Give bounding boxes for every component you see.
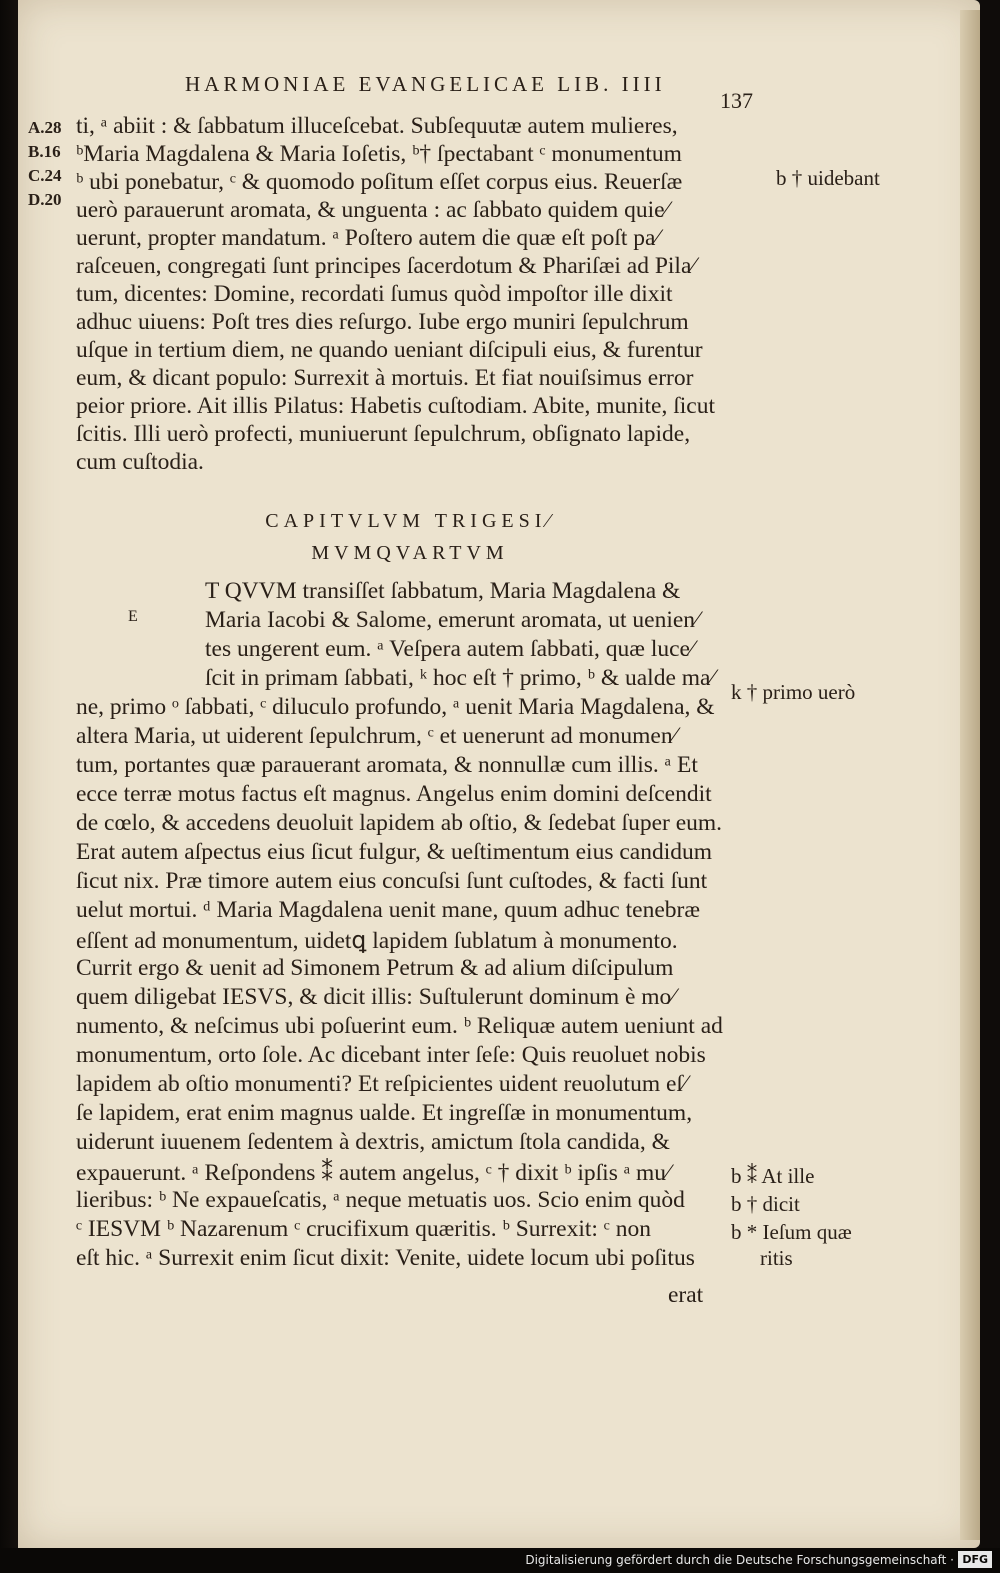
marginal-note: b ⁑ At ille xyxy=(731,1164,815,1188)
text-line: quem diligebat IESVS, & dicit illis: Suſtulerunt dominum è mo⁄ xyxy=(76,984,676,1010)
text-line: expauerunt. ᵃ Reſpondens ⁑ autem angelus, ᶜ † dixit ᵇ ipſis ᵃ mu⁄ xyxy=(76,1160,670,1186)
text-line: eſſent ad monumentum, uidetꝗ lapidem ſublatum à monumento. xyxy=(76,928,678,954)
catchword: erat xyxy=(668,1282,704,1308)
text-line: ſe lapidem, erat enim magnus ualde. Et ingreſſæ in monumentum, xyxy=(76,1100,693,1126)
text-line: ecce terræ motus factus eſt magnus. Angelus enim domini deſcendit xyxy=(76,781,712,807)
drop-initial: E xyxy=(128,608,138,625)
text-line: uerò parauerunt aromata, & unguenta : ac ſabbato quidem quie⁄ xyxy=(76,197,669,223)
text-line: ᵇMaria Magdalena & Maria Ioſetis, ᵇ† ſpectabant ᶜ monumentum xyxy=(76,141,682,167)
text-line: adhuc uiuens: Poſt tres dies reſurgo. Iube ergo muniri ſepulchrum xyxy=(76,309,689,335)
text-line: altera Maria, ut uiderent ſepulchrum, ᶜ et uenerunt ad monumen⁄ xyxy=(76,723,677,749)
text-line: tes ungerent eum. ᵃ Veſpera autem ſabbati, quæ luce⁄ xyxy=(205,636,694,662)
text-line: uerunt, propter mandatum. ᵃ Poſtero autem die quæ eſt poſt pa⁄ xyxy=(76,225,660,251)
chapter-heading: MVMQVARTVM xyxy=(311,542,509,564)
marginal-note: b † dicit xyxy=(731,1192,800,1216)
text-line: ſcitis. Illi uerò profecti, muniuerunt ſepulchrum, obſignato lapide, xyxy=(76,421,691,447)
text-line: lapidem ab oſtio monumenti? Et reſpicientes uident reuolutum eſ⁄ xyxy=(76,1071,687,1097)
margin-reference: D.20 xyxy=(28,190,62,209)
chapter-heading: CAPITVLVM TRIGESI⁄ xyxy=(265,510,555,532)
text-line: cum cuſtodia. xyxy=(76,449,204,475)
text-line: Currit ergo & uenit ad Simonem Petrum & ad alium diſcipulum xyxy=(76,955,674,981)
text-line: ſcit in primam ſabbati, ᵏ hoc eſt † primo, ᵇ & ualde ma⁄ xyxy=(205,665,715,691)
text-line: eum, & dicant populo: Surrexit à mortuis. Et fiat nouiſsimus error xyxy=(76,365,694,391)
text-line: ti, ᵃ abiit : & ſabbatum illuceſcebat. Subſequutæ autem mulieres, xyxy=(76,113,678,139)
text-line: peior priore. Ait illis Pilatus: Habetis cuſtodiam. Abite, munite, ſicut xyxy=(76,393,715,419)
text-line: Maria Iacobi & Salome, emerunt aromata, ut uenien⁄ xyxy=(205,607,699,633)
funding-credit: Digitalisierung gefördert durch die Deutsche Forschungsgemeinschaft · xyxy=(525,1553,954,1567)
text-line: tum, portantes quæ parauerant aromata, & nonnullæ cum illis. ᵃ Et xyxy=(76,752,698,778)
text-line: uiderunt iuuenem ſedentem à dextris, amictum ſtola candida, & xyxy=(76,1129,670,1155)
text-line: uelut mortui. ᵈ Maria Magdalena uenit mane, quum adhuc tenebræ xyxy=(76,897,701,923)
marginal-note: ritis xyxy=(760,1246,793,1270)
margin-reference: B.16 xyxy=(28,142,61,161)
margin-reference: A.28 xyxy=(28,118,62,137)
text-line: lieribus: ᵇ Ne expaueſcatis, ᵃ neque metuatis uos. Scio enim quòd xyxy=(76,1187,685,1213)
folio-number: 137 xyxy=(720,88,753,113)
text-line: numento, & neſcimus ubi poſuerint eum. ᵇ Reliquæ autem ueniunt ad xyxy=(76,1013,723,1039)
margin-reference: C.24 xyxy=(28,166,62,185)
page-edge xyxy=(960,10,980,1540)
text-line: T QVVM transiſſet ſabbatum, Maria Magdalena & xyxy=(205,578,681,604)
text-line: de cœlo, & accedens deuoluit lapidem ab oſtio, & ſedebat ſuper eum. xyxy=(76,810,723,836)
text-line: raſceuen, congregati ſunt principes ſacerdotum & Phariſæi ad Pila⁄ xyxy=(76,253,696,279)
text-line: ſicut nix. Præ timore autem eius concuſsi ſunt cuſtodes, & facti ſunt xyxy=(76,868,708,894)
text-line: tum, dicentes: Domine, recordati ſumus quòd impoſtor ille dixit xyxy=(76,281,673,307)
text-line: ᵇ ubi ponebatur, ᶜ & quomodo poſitum eſſet corpus eius. Reuerſæ xyxy=(76,169,683,195)
text-line: monumentum, orto ſole. Ac dicebant inter ſeſe: Quis reuoluet nobis xyxy=(76,1042,706,1068)
running-head: HARMONIAE EVANGELICAE LIB. IIII xyxy=(185,72,666,96)
text-line: eſt hic. ᵃ Surrexit enim ſicut dixit: Venite, uidete locum ubi poſitus xyxy=(76,1245,695,1271)
text-line: uſque in tertium diem, ne quando ueniant diſcipuli eius, & furentur xyxy=(76,337,703,363)
marginal-note: k † primo uerò xyxy=(731,680,856,704)
text-line: Erat autem aſpectus eius ſicut fulgur, & ueſtimentum eius candidum xyxy=(76,839,713,865)
marginal-note: b * Ieſum quæ xyxy=(731,1220,852,1244)
marginal-note: b † uidebant xyxy=(776,166,880,190)
text-line: ne, primo ᵒ ſabbati, ᶜ diluculo profundo, ᵃ uenit Maria Magdalena, & xyxy=(76,694,715,720)
text-line: ᶜ IESVM ᵇ Nazarenum ᶜ crucifixum quæritis. ᵇ Surrexit: ᶜ non xyxy=(76,1216,651,1242)
dfg-logo: DFG xyxy=(958,1551,992,1568)
